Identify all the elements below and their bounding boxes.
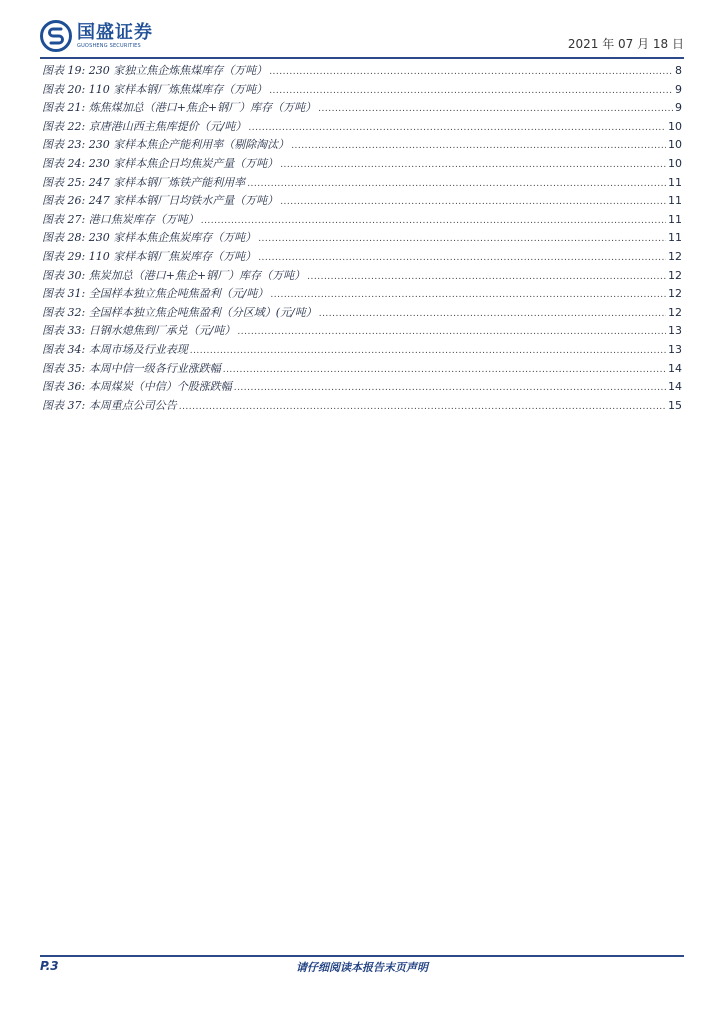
figure-list xyxy=(42,62,682,415)
toc-entry-label[interactable]: 图表 33: 日钢水熄焦到厂承兑（元/吨） xyxy=(42,324,236,338)
toc-leader-dots xyxy=(270,290,666,300)
toc-entry-page[interactable]: 13 xyxy=(668,342,682,356)
toc-entry-label[interactable]: 图表 28: 230 家样本焦企焦炭库存（万吨） xyxy=(42,231,257,245)
toc-entry-page[interactable]: 12 xyxy=(668,305,682,319)
toc-entry[interactable] xyxy=(42,192,682,211)
toc-entry[interactable] xyxy=(42,267,682,286)
toc-leader-dots xyxy=(248,123,666,133)
header-divider xyxy=(40,57,684,59)
toc-entry[interactable] xyxy=(42,397,682,416)
toc-entry-label[interactable]: 图表 29: 110 家样本钢厂焦炭库存（万吨） xyxy=(42,249,257,263)
toc-leader-dots xyxy=(190,346,666,356)
toc-entry-label[interactable]: 图表 20: 110 家样本钢厂炼焦煤库存（万吨） xyxy=(42,82,268,96)
toc-entry-page[interactable]: 14 xyxy=(668,380,682,394)
guosheng-logo-icon xyxy=(40,20,72,52)
toc-leader-dots xyxy=(319,309,666,319)
toc-leader-dots xyxy=(280,197,666,207)
toc-entry-page[interactable]: 11 xyxy=(668,231,682,245)
toc-entry-label[interactable]: 图表 27: 港口焦炭库存（万吨） xyxy=(42,212,199,226)
toc-entry[interactable] xyxy=(42,155,682,174)
toc-leader-dots xyxy=(318,104,673,114)
toc-entry-label[interactable]: 图表 35: 本周中信一级各行业涨跌幅 xyxy=(42,361,221,375)
page-number: P.3 xyxy=(40,959,59,973)
toc-entry-label[interactable]: 图表 32: 全国样本独立焦企吨焦盈利（分区域）(元/吨） xyxy=(42,305,317,319)
toc-leader-dots xyxy=(258,253,666,263)
company-logo xyxy=(40,20,153,52)
toc-entry-label[interactable]: 图表 19: 230 家独立焦企炼焦煤库存（万吨） xyxy=(42,64,268,77)
toc-leader-dots xyxy=(247,179,666,189)
toc-entry-page[interactable]: 12 xyxy=(668,268,682,282)
toc-entry-page[interactable]: 11 xyxy=(668,175,682,189)
logo-chinese-name: 国盛证券 xyxy=(77,21,153,43)
toc-entry-page[interactable]: 11 xyxy=(668,212,682,226)
toc-entry-page[interactable]: 9 xyxy=(675,82,682,96)
toc-entry[interactable] xyxy=(42,378,682,397)
toc-entry-label[interactable]: 图表 21: 炼焦煤加总（港口+焦企+钢厂）库存（万吨） xyxy=(42,101,317,115)
page-header xyxy=(40,18,684,58)
toc-entry-label[interactable]: 图表 37: 本周重点公司公告 xyxy=(42,398,177,412)
toc-entry[interactable] xyxy=(42,174,682,193)
toc-entry-label[interactable]: 图表 22: 京唐港山西主焦库提价（元/吨） xyxy=(42,119,247,133)
toc-leader-dots xyxy=(269,67,673,77)
toc-entry-page[interactable]: 14 xyxy=(668,361,682,375)
toc-entry[interactable] xyxy=(42,118,682,137)
toc-entry-label[interactable]: 图表 30: 焦炭加总（港口+焦企+钢厂）库存（万吨） xyxy=(42,268,306,282)
toc-entry[interactable] xyxy=(42,360,682,379)
toc-entry[interactable] xyxy=(42,211,682,230)
toc-leader-dots xyxy=(223,365,666,375)
toc-entry-page[interactable]: 10 xyxy=(668,138,682,152)
disclaimer-note: 请仔细阅读本报告末页声明 xyxy=(296,961,428,974)
toc-entry[interactable] xyxy=(42,248,682,267)
toc-entry-page[interactable]: 11 xyxy=(668,194,682,208)
toc-entry-label[interactable]: 图表 31: 全国样本独立焦企吨焦盈利（元/吨） xyxy=(42,287,269,301)
toc-entry[interactable] xyxy=(42,285,682,304)
toc-entry[interactable] xyxy=(42,322,682,341)
toc-leader-dots xyxy=(269,86,673,96)
toc-leader-dots xyxy=(280,160,666,170)
toc-entry-page[interactable]: 9 xyxy=(675,101,682,115)
toc-entry[interactable] xyxy=(42,62,682,81)
toc-entry[interactable] xyxy=(42,136,682,155)
toc-leader-dots xyxy=(201,216,666,226)
toc-entry-page[interactable]: 8 xyxy=(675,64,682,77)
toc-entry[interactable] xyxy=(42,341,682,360)
toc-entry-label[interactable]: 图表 34: 本周市场及行业表现 xyxy=(42,342,188,356)
toc-leader-dots xyxy=(234,383,666,393)
toc-leader-dots xyxy=(291,141,666,151)
toc-leader-dots xyxy=(237,327,666,337)
toc-entry-page[interactable]: 15 xyxy=(668,398,682,412)
toc-leader-dots xyxy=(258,234,666,244)
toc-entry-label[interactable]: 图表 26: 247 家样本钢厂日均铁水产量（万吨） xyxy=(42,194,279,208)
logo-english-name: GUOSHENG SECURITIES xyxy=(77,42,141,49)
toc-entry-label[interactable]: 图表 23: 230 家样本焦企产能利用率（剔除淘汰） xyxy=(42,138,290,152)
toc-leader-dots xyxy=(307,272,666,282)
toc-entry[interactable] xyxy=(42,229,682,248)
toc-entry-page[interactable]: 13 xyxy=(668,324,682,338)
toc-entry[interactable] xyxy=(42,304,682,323)
toc-entry-label[interactable]: 图表 25: 247 家样本钢厂炼铁产能利用率 xyxy=(42,175,246,189)
toc-entry-page[interactable]: 10 xyxy=(668,156,682,170)
toc-entry-page[interactable]: 12 xyxy=(668,249,682,263)
footer-divider xyxy=(40,955,684,957)
toc-entry-page[interactable]: 12 xyxy=(668,287,682,301)
toc-entry-page[interactable]: 10 xyxy=(668,119,682,133)
toc-entry-label[interactable]: 图表 24: 230 家样本焦企日均焦炭产量（万吨） xyxy=(42,156,279,170)
toc-leader-dots xyxy=(179,402,666,412)
report-date: 2021 年 07 月 18 日 xyxy=(567,37,684,51)
toc-entry-label[interactable]: 图表 36: 本周煤炭（中信）个股涨跌幅 xyxy=(42,380,232,394)
toc-entry[interactable] xyxy=(42,99,682,118)
toc-entry[interactable] xyxy=(42,81,682,100)
